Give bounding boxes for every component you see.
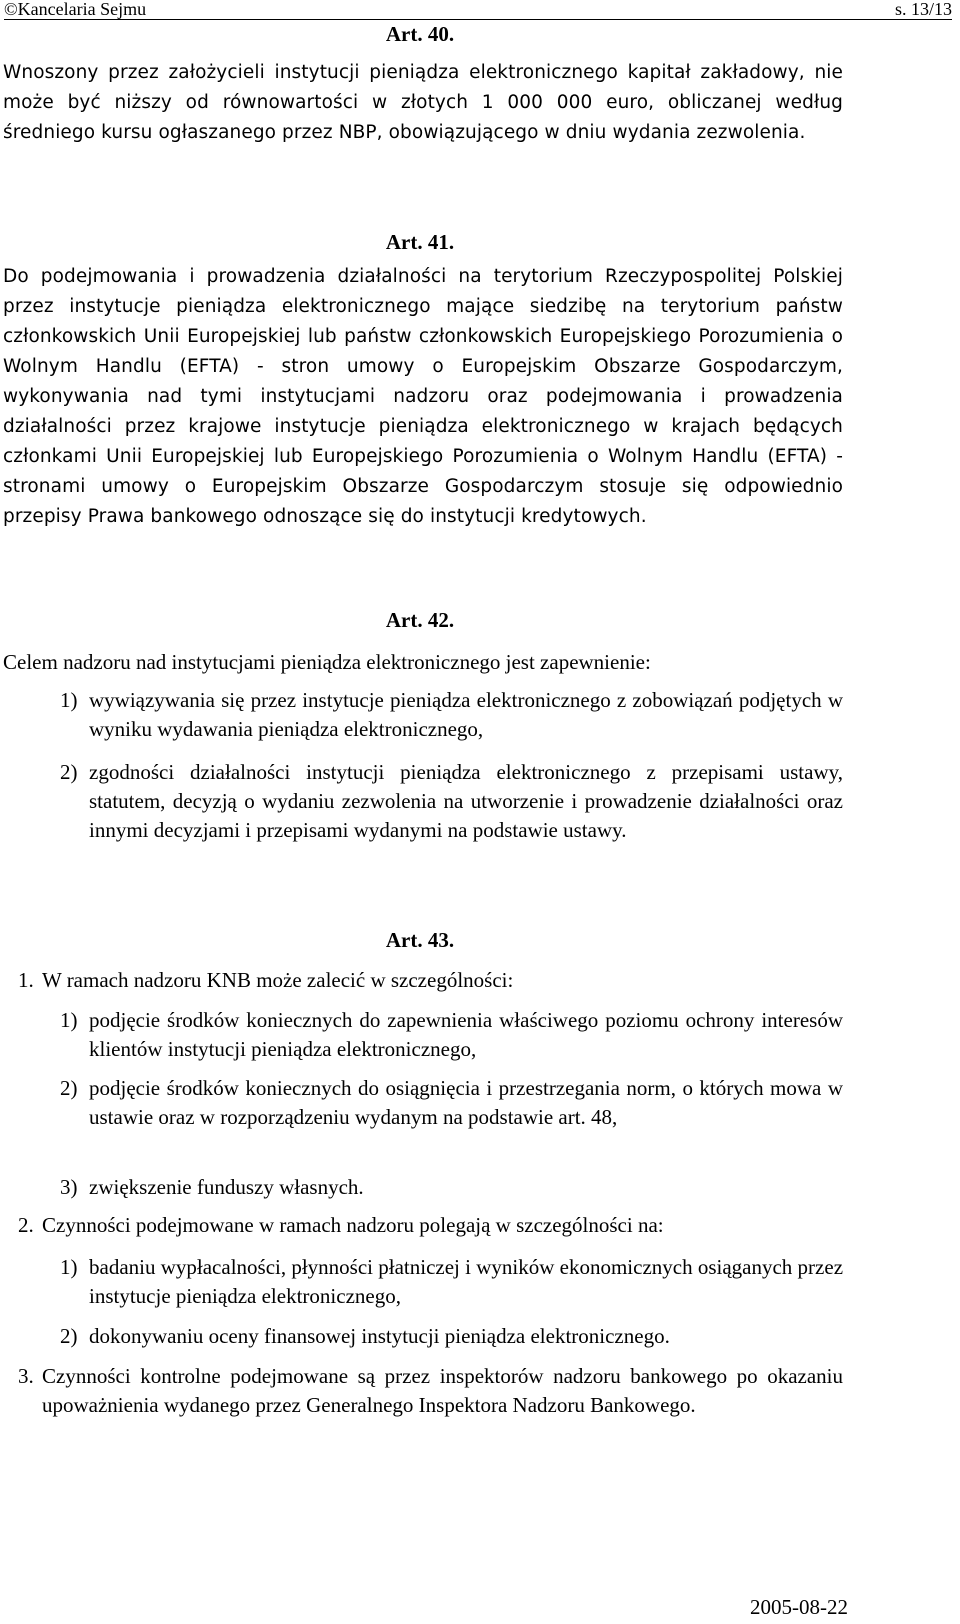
item-number: 2)	[60, 760, 78, 784]
item-number: 1)	[60, 1255, 78, 1279]
item-text: dokonywaniu oceny finansowej instytucji pieniądza elektronicznego.	[89, 1324, 670, 1348]
page-header	[4, 0, 952, 20]
header-page-number: s. 13/13	[894, 0, 952, 19]
article-43-section-1	[18, 966, 843, 995]
section-text: W ramach nadzoru KNB może zalecić w szczególności:	[42, 968, 514, 992]
article-43-section-2	[18, 1211, 843, 1240]
section-number: 1.	[18, 968, 34, 992]
article-43-section-3	[18, 1362, 843, 1420]
article-42-item-1	[60, 686, 843, 744]
article-43-section-1-item-3	[60, 1173, 843, 1202]
article-40-title: Art. 40.	[385, 22, 455, 46]
section-number: 3.	[18, 1364, 34, 1388]
item-number: 2)	[60, 1076, 78, 1100]
item-text: zwiększenie funduszy własnych.	[89, 1175, 364, 1199]
item-number: 2)	[60, 1324, 78, 1348]
item-text: wywiązywania się przez instytucje pieniądza elektronicznego z zobowiązań podjętych w wyniku wydawania pieniądza elektronicznego,	[89, 688, 843, 741]
article-41-text: Do podejmowania i prowadzenia działalności na terytorium Rzeczypospolitej Polskiej przez instytucje pieniądza elektronicznego mające siedzibę na terytorium państw członkowskich Unii Europejskiej lub państw członkowskich Europejskiego Porozumienia o Wolnym Handlu (EFTA) - stron umowy o Europejskim Obszarze Gospodarczym, wykonywania nad tymi instytucjami nadzoru oraz podejmowania i prowadzenia działalności przez krajowe instytucje pieniądza elektronicznego w krajach będących członkami Unii Europejskiej lub Europejskiego Porozumienia o Wolnym Handlu (EFTA) - stronami umowy o Europejskim Obszarze Gospodarczym stosuje się odpowiednio przepisy Prawa bankowego odnoszące się do instytucji kredytowych.	[3, 266, 843, 527]
section-text: Czynności kontrolne podejmowane są przez inspektorów nadzoru bankowego po okazaniu upoważnienia wydanego przez Generalnego Inspektora Nadzoru Bankowego.	[42, 1364, 843, 1417]
footer-date: 2005-08-22	[750, 1595, 848, 1619]
article-42-item-2	[60, 758, 843, 845]
item-text: podjęcie środków koniecznych do osiągnięcia i przestrzegania norm, o których mowa w ustawie oraz w rozporządzeniu wydanym na podstawie art. 48,	[89, 1076, 843, 1129]
item-number: 1)	[60, 688, 78, 712]
article-43-section-2-item-1	[60, 1253, 843, 1311]
article-43-section-2-item-2	[60, 1322, 843, 1351]
article-42-intro: Celem nadzoru nad instytucjami pieniądza elektronicznego jest zapewnienie:	[3, 650, 651, 674]
article-43-section-1-item-1	[60, 1006, 843, 1064]
article-40-text: Wnoszony przez założycieli instytucji pieniądza elektronicznego kapitał zakładowy, nie może być niższy od równowartości w złotych 1 000 000 euro, obliczanej według średniego kursu ogłaszanego przez NBP, obowiązującego w dniu wydania zezwolenia.	[3, 62, 843, 143]
item-number: 3)	[60, 1175, 78, 1199]
item-text: badaniu wypłacalności, płynności płatniczej i wyników ekonomicznych osiąganych przez instytucje pieniądza elektronicznego,	[89, 1255, 844, 1308]
header-source: ©Kancelaria Sejmu	[4, 0, 147, 19]
article-43-section-1-item-2	[60, 1074, 843, 1132]
article-43-title: Art. 43.	[385, 928, 455, 952]
section-text: Czynności podejmowane w ramach nadzoru polegają w szczególności na:	[42, 1213, 664, 1237]
item-text: zgodności działalności instytucji pieniądza elektronicznego z przepisami ustawy, statutem, decyzją o wydaniu zezwolenia na utworzenie i prowadzenie działalności oraz innymi decyzjami i przepisami wydanymi na podstawie ustawy.	[89, 760, 843, 842]
item-text: podjęcie środków koniecznych do zapewnienia właściwego poziomu ochrony interesów klientów instytucji pieniądza elektronicznego,	[89, 1008, 843, 1061]
article-42-title: Art. 42.	[385, 608, 455, 632]
article-41-title: Art. 41.	[385, 230, 455, 254]
section-number: 2.	[18, 1213, 34, 1237]
item-number: 1)	[60, 1008, 78, 1032]
